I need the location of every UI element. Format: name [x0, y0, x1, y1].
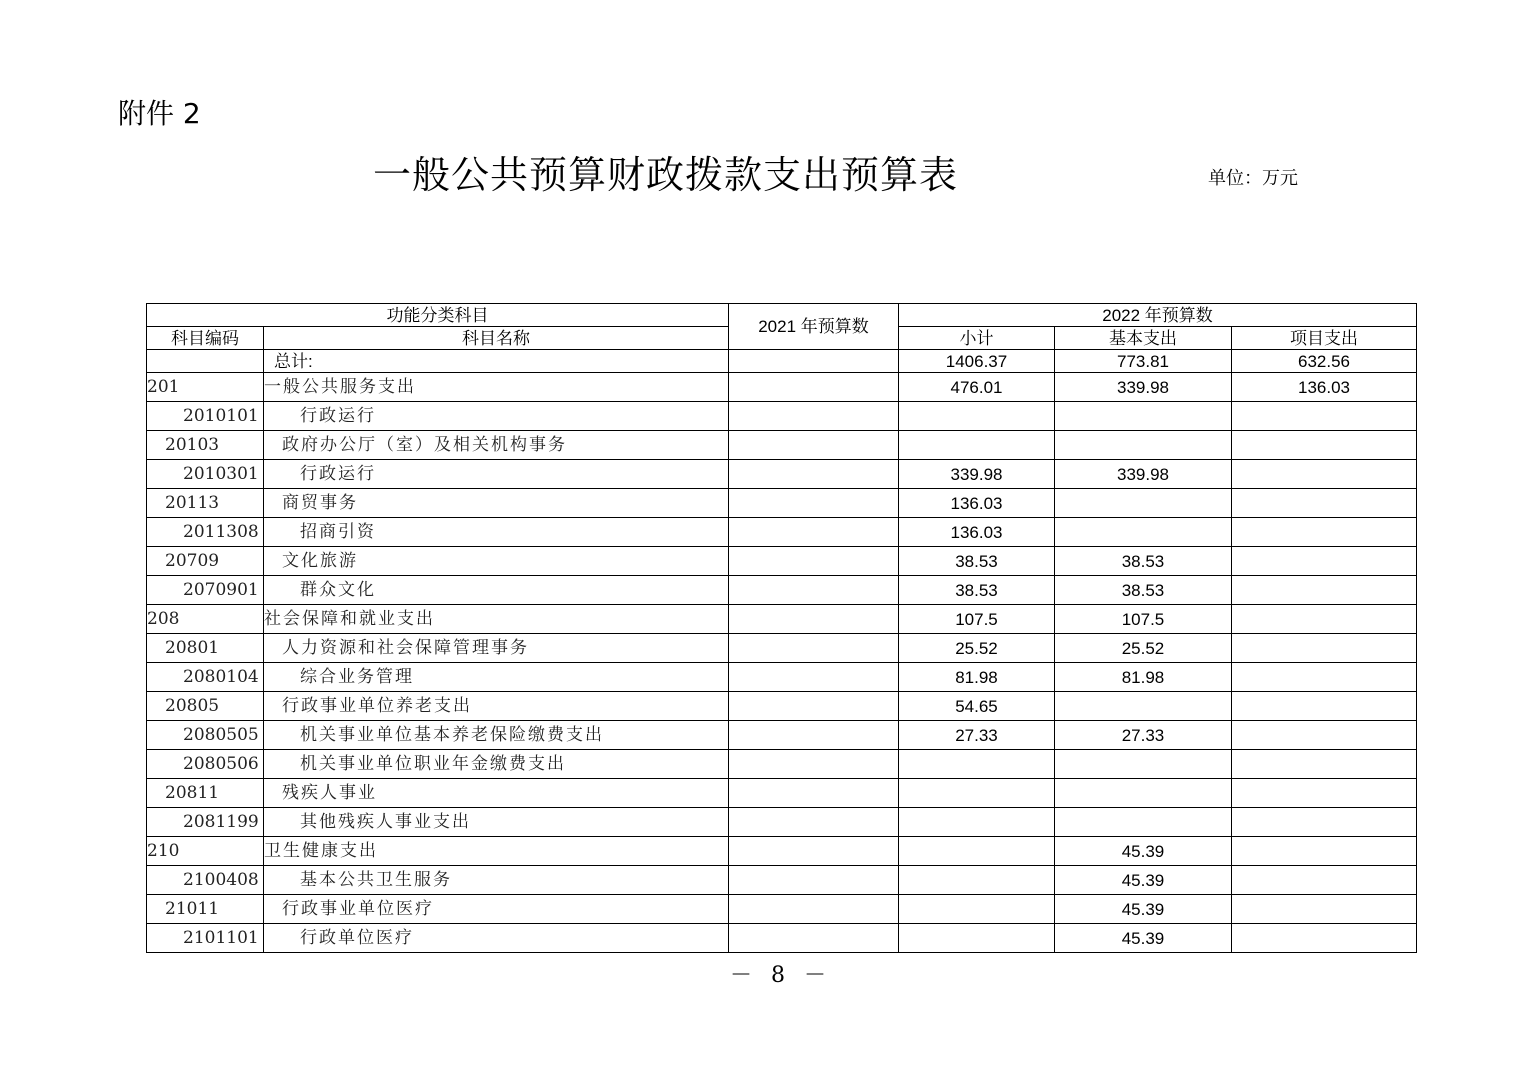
header-functional-category: 功能分类科目 [147, 304, 729, 327]
row-name: 商贸事务 [264, 489, 729, 518]
row-budget-2021 [729, 431, 899, 460]
row-project [1232, 808, 1417, 837]
row-project [1232, 634, 1417, 663]
row-budget-2021 [729, 402, 899, 431]
table-row [147, 518, 1417, 547]
row-basic [1055, 692, 1232, 721]
row-project [1232, 692, 1417, 721]
table-row [147, 373, 1417, 402]
table-row [147, 663, 1417, 692]
row-budget-2021 [729, 895, 899, 924]
row-basic [1055, 402, 1232, 431]
total-2021-cell [729, 350, 899, 373]
row-budget-2021 [729, 489, 899, 518]
total-label: 总计: [264, 350, 729, 373]
row-subtotal: 107.5 [899, 605, 1055, 634]
row-budget-2021 [729, 634, 899, 663]
budget-table [146, 303, 1417, 953]
row-project [1232, 431, 1417, 460]
row-project [1232, 402, 1417, 431]
row-budget-2021 [729, 866, 899, 895]
page-number: － 8 － [730, 963, 832, 988]
row-project [1232, 663, 1417, 692]
row-code: 2101101 [147, 924, 264, 953]
row-code: 20805 [147, 692, 264, 721]
row-name: 行政事业单位医疗 [264, 895, 729, 924]
row-name: 招商引资 [264, 518, 729, 547]
row-budget-2021 [729, 924, 899, 953]
row-project: 136.03 [1232, 373, 1417, 402]
row-subtotal: 81.98 [899, 663, 1055, 692]
row-project [1232, 605, 1417, 634]
row-subtotal [899, 402, 1055, 431]
row-basic [1055, 779, 1232, 808]
row-code: 2070901 [147, 576, 264, 605]
row-name: 政府办公厅（室）及相关机构事务 [264, 431, 729, 460]
row-code: 2080505 [147, 721, 264, 750]
table-row [147, 605, 1417, 634]
row-name: 文化旅游 [264, 547, 729, 576]
table-row [147, 866, 1417, 895]
row-code: 20103 [147, 431, 264, 460]
header-project: 项目支出 [1232, 327, 1417, 350]
row-code: 2010301 [147, 460, 264, 489]
row-budget-2021 [729, 605, 899, 634]
row-budget-2021 [729, 808, 899, 837]
row-name: 行政单位医疗 [264, 924, 729, 953]
unit-label: 单位：万元 [1208, 168, 1298, 189]
table-row [147, 460, 1417, 489]
row-basic [1055, 808, 1232, 837]
row-budget-2021 [729, 576, 899, 605]
header-row-1 [147, 304, 1417, 327]
row-basic: 339.98 [1055, 460, 1232, 489]
table-row [147, 750, 1417, 779]
row-name: 行政事业单位养老支出 [264, 692, 729, 721]
row-budget-2021 [729, 721, 899, 750]
row-project [1232, 547, 1417, 576]
row-name: 残疾人事业 [264, 779, 729, 808]
row-code: 2011308 [147, 518, 264, 547]
row-subtotal: 136.03 [899, 518, 1055, 547]
row-code: 2010101 [147, 402, 264, 431]
row-project [1232, 460, 1417, 489]
row-subtotal: 25.52 [899, 634, 1055, 663]
row-subtotal [899, 924, 1055, 953]
row-budget-2021 [729, 663, 899, 692]
row-subtotal: 339.98 [899, 460, 1055, 489]
row-project [1232, 924, 1417, 953]
row-budget-2021 [729, 837, 899, 866]
header-budget-2022: 2022 年预算数 [899, 304, 1417, 327]
row-code: 210 [147, 837, 264, 866]
header-basic: 基本支出 [1055, 327, 1232, 350]
row-name: 其他残疾人事业支出 [264, 808, 729, 837]
table-row [147, 837, 1417, 866]
table-row [147, 634, 1417, 663]
row-basic: 45.39 [1055, 924, 1232, 953]
row-subtotal: 27.33 [899, 721, 1055, 750]
row-name: 一般公共服务支出 [264, 373, 729, 402]
attachment-label: 附件 2 [118, 97, 201, 130]
row-project [1232, 721, 1417, 750]
row-code: 2081199 [147, 808, 264, 837]
row-basic: 45.39 [1055, 866, 1232, 895]
row-subtotal [899, 750, 1055, 779]
table-row [147, 547, 1417, 576]
row-basic: 38.53 [1055, 547, 1232, 576]
row-name: 机关事业单位基本养老保险缴费支出 [264, 721, 729, 750]
row-basic [1055, 431, 1232, 460]
row-budget-2021 [729, 750, 899, 779]
row-basic: 25.52 [1055, 634, 1232, 663]
row-basic: 27.33 [1055, 721, 1232, 750]
row-code: 201 [147, 373, 264, 402]
total-code-cell [147, 350, 264, 373]
table-row [147, 576, 1417, 605]
row-subtotal: 38.53 [899, 576, 1055, 605]
row-code: 2080506 [147, 750, 264, 779]
row-project [1232, 750, 1417, 779]
row-subtotal [899, 866, 1055, 895]
row-code: 2100408 [147, 866, 264, 895]
document-title: 一般公共预算财政拨款支出预算表 [373, 153, 959, 197]
row-project [1232, 489, 1417, 518]
row-project [1232, 518, 1417, 547]
row-code: 20709 [147, 547, 264, 576]
total-basic: 773.81 [1055, 350, 1232, 373]
row-budget-2021 [729, 373, 899, 402]
row-basic [1055, 489, 1232, 518]
row-name: 基本公共卫生服务 [264, 866, 729, 895]
row-name: 群众文化 [264, 576, 729, 605]
table-row [147, 692, 1417, 721]
table-row [147, 431, 1417, 460]
header-name: 科目名称 [264, 327, 729, 350]
row-code: 208 [147, 605, 264, 634]
table-row [147, 895, 1417, 924]
row-basic: 81.98 [1055, 663, 1232, 692]
row-basic: 107.5 [1055, 605, 1232, 634]
total-subtotal: 1406.37 [899, 350, 1055, 373]
header-code: 科目编码 [147, 327, 264, 350]
row-basic: 45.39 [1055, 837, 1232, 866]
table-row [147, 402, 1417, 431]
header-subtotal: 小计 [899, 327, 1055, 350]
table-row [147, 779, 1417, 808]
row-basic: 38.53 [1055, 576, 1232, 605]
row-subtotal [899, 779, 1055, 808]
row-subtotal [899, 431, 1055, 460]
row-budget-2021 [729, 692, 899, 721]
row-basic [1055, 518, 1232, 547]
row-name: 人力资源和社会保障管理事务 [264, 634, 729, 663]
row-name: 社会保障和就业支出 [264, 605, 729, 634]
row-name: 行政运行 [264, 460, 729, 489]
table-row [147, 808, 1417, 837]
row-subtotal: 476.01 [899, 373, 1055, 402]
table-row [147, 489, 1417, 518]
row-name: 机关事业单位职业年金缴费支出 [264, 750, 729, 779]
row-project [1232, 576, 1417, 605]
row-code: 20811 [147, 779, 264, 808]
row-budget-2021 [729, 547, 899, 576]
row-name: 综合业务管理 [264, 663, 729, 692]
row-subtotal [899, 837, 1055, 866]
table-row [147, 721, 1417, 750]
header-budget-2021: 2021 年预算数 [729, 304, 899, 350]
row-basic: 339.98 [1055, 373, 1232, 402]
row-budget-2021 [729, 779, 899, 808]
total-row [147, 350, 1417, 373]
row-code: 20801 [147, 634, 264, 663]
table-row [147, 924, 1417, 953]
row-code: 21011 [147, 895, 264, 924]
total-project: 632.56 [1232, 350, 1417, 373]
row-subtotal [899, 895, 1055, 924]
row-code: 2080104 [147, 663, 264, 692]
row-project [1232, 837, 1417, 866]
row-subtotal: 54.65 [899, 692, 1055, 721]
row-subtotal: 38.53 [899, 547, 1055, 576]
row-subtotal [899, 808, 1055, 837]
row-project [1232, 866, 1417, 895]
row-code: 20113 [147, 489, 264, 518]
row-budget-2021 [729, 460, 899, 489]
row-basic [1055, 750, 1232, 779]
row-project [1232, 779, 1417, 808]
row-name: 行政运行 [264, 402, 729, 431]
row-project [1232, 895, 1417, 924]
row-budget-2021 [729, 518, 899, 547]
row-name: 卫生健康支出 [264, 837, 729, 866]
row-basic: 45.39 [1055, 895, 1232, 924]
row-subtotal: 136.03 [899, 489, 1055, 518]
